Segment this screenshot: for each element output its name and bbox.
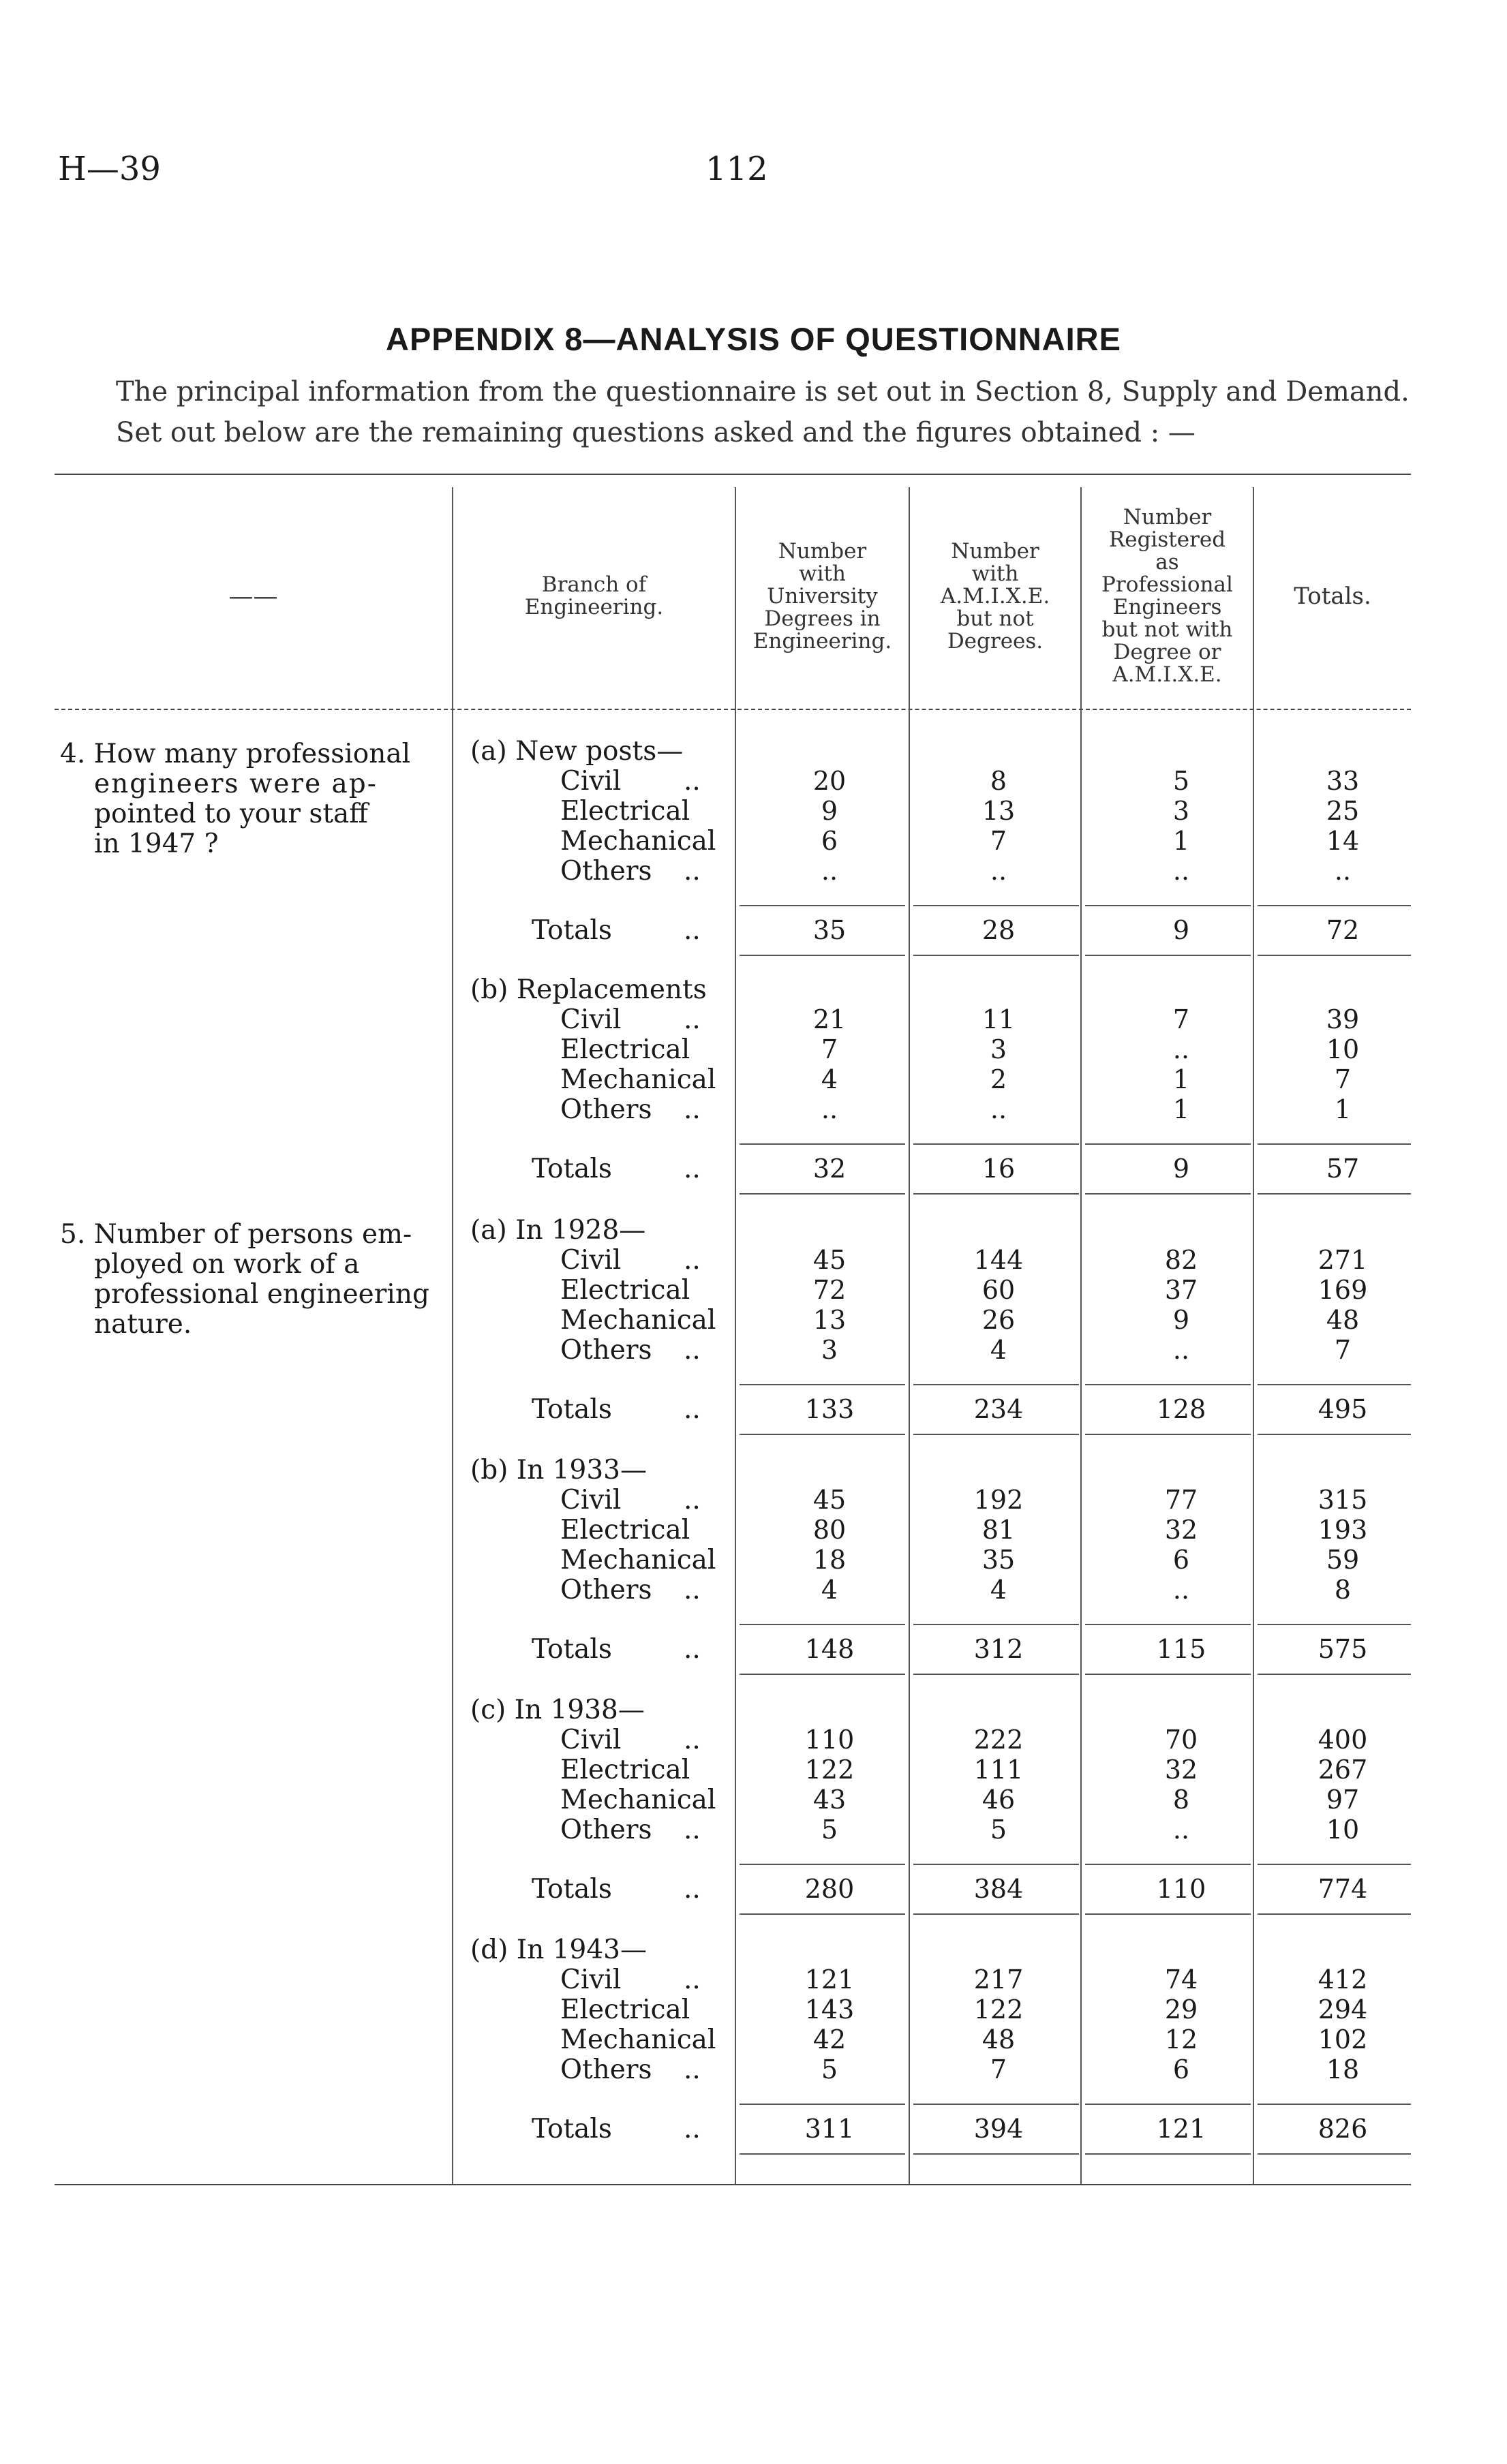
table-cell: 6	[1172, 2054, 1190, 2084]
branch-label: Civil	[560, 1965, 622, 1995]
total-cell: 110	[1156, 1874, 1206, 1904]
table-cell: 4	[990, 1575, 1007, 1605]
table-cell: 2	[990, 1064, 1007, 1094]
section-heading: (a) New posts—	[470, 736, 684, 767]
total-rule	[740, 1193, 905, 1195]
table-cell: 10	[1326, 1815, 1360, 1845]
subtotal-rule	[740, 1384, 905, 1385]
totals-label: Totals	[532, 915, 612, 946]
table-cell: ..	[1172, 1034, 1190, 1064]
table-cell: 7	[990, 826, 1007, 856]
branch-label: Civil	[560, 766, 622, 797]
branch-label: Civil	[560, 1485, 622, 1515]
column-divider	[1080, 487, 1082, 2184]
table-cell: 8	[1172, 1785, 1190, 1815]
leader-dots: ..	[684, 1874, 701, 1905]
total-cell: 16	[981, 1154, 1016, 1184]
table-cell: 80	[812, 1515, 847, 1545]
table-cell: 122	[973, 1995, 1024, 2024]
table-top-rule	[55, 474, 1411, 475]
table-cell: 25	[1326, 796, 1360, 826]
table-cell: 400	[1318, 1725, 1368, 1755]
subtotal-rule	[1258, 1864, 1411, 1865]
branch-label: Mechanical	[560, 826, 716, 857]
total-rule	[740, 955, 905, 956]
table-cell: 144	[973, 1245, 1024, 1275]
total-cell: 394	[973, 2114, 1024, 2144]
total-cell: 35	[812, 915, 847, 945]
total-rule	[740, 2153, 905, 2155]
leader-dots: ..	[684, 1245, 701, 1276]
table-cell: ..	[1172, 1575, 1190, 1605]
subtotal-rule	[1085, 1143, 1251, 1145]
table-cell: 37	[1164, 1275, 1198, 1305]
section-heading: (c) In 1938—	[470, 1695, 645, 1725]
table-cell: 102	[1318, 2024, 1368, 2054]
leader-dots: ..	[684, 2054, 701, 2085]
total-rule	[740, 1674, 905, 1675]
table-cell: 7	[1334, 1335, 1352, 1365]
table-cell: 18	[1326, 2054, 1360, 2084]
table-cell: 74	[1164, 1965, 1198, 1995]
total-cell: 495	[1318, 1394, 1368, 1424]
table-cell: 7	[990, 2054, 1007, 2084]
table-cell: ..	[821, 856, 838, 886]
total-cell: 280	[804, 1874, 855, 1904]
column-divider	[735, 487, 736, 2184]
table-cell: 26	[981, 1305, 1016, 1335]
branch-label: Electrical	[560, 1755, 690, 1785]
leader-dots: ..	[684, 1004, 701, 1035]
table-cell: 412	[1318, 1965, 1368, 1995]
table-cell: ..	[990, 1094, 1007, 1124]
total-cell: 128	[1156, 1394, 1206, 1424]
table-cell: 1	[1172, 826, 1190, 856]
total-rule	[1258, 2153, 1411, 2155]
table-cell: 8	[990, 766, 1007, 796]
branch-label: Electrical	[560, 1034, 690, 1065]
table-cell: 77	[1164, 1485, 1198, 1515]
total-cell: 774	[1318, 1874, 1368, 1904]
table-cell: 3	[821, 1335, 838, 1365]
branch-label: Mechanical	[560, 2024, 716, 2055]
table-cell: 222	[973, 1725, 1024, 1755]
table-cell: 32	[1164, 1515, 1198, 1545]
subtotal-rule	[740, 1864, 905, 1865]
table-cell: 111	[973, 1755, 1024, 1785]
total-rule	[1085, 1434, 1251, 1435]
section-heading: (d) In 1943—	[470, 1935, 647, 1965]
table-cell: 21	[812, 1004, 847, 1034]
subtotal-rule	[913, 1864, 1079, 1865]
university-degrees-column-header: Number with University Degrees in Engineering.	[752, 538, 892, 653]
table-cell: ..	[1172, 856, 1190, 886]
branch-label: Mechanical	[560, 1064, 716, 1095]
totals-label: Totals	[532, 1154, 612, 1184]
subtotal-rule	[1258, 1624, 1411, 1625]
total-rule	[1085, 1193, 1251, 1195]
subtotal-rule	[1085, 1864, 1251, 1865]
subtotal-rule	[913, 905, 1079, 906]
table-cell: 48	[1326, 1305, 1360, 1335]
table-cell: 6	[821, 826, 838, 856]
question-5: 5. Number of persons em- ployed on work of a professional engineering nature.	[60, 1219, 429, 1340]
table-cell: 72	[812, 1275, 847, 1305]
total-rule	[913, 1674, 1079, 1675]
total-rule	[1258, 1434, 1411, 1435]
leader-dots: ..	[684, 1965, 701, 1995]
subtotal-rule	[1085, 1624, 1251, 1625]
branch-label: Others	[560, 1575, 652, 1605]
question-4: 4. How many professional engineers were ap- pointed to your staff in 1947 ?	[60, 739, 411, 859]
table-cell: ..	[1172, 1335, 1190, 1365]
subtotal-rule	[913, 2104, 1079, 2105]
subtotal-rule	[1258, 1143, 1411, 1145]
total-cell: 311	[804, 2114, 855, 2144]
total-cell: 234	[973, 1394, 1024, 1424]
table-cell: 81	[981, 1515, 1016, 1545]
header-bottom-rule	[55, 709, 1411, 710]
total-rule	[913, 1434, 1079, 1435]
table-cell: 271	[1318, 1245, 1368, 1275]
table-cell: 7	[1172, 1004, 1190, 1034]
total-rule	[913, 955, 1079, 956]
total-cell: 575	[1318, 1634, 1368, 1664]
table-cell: 5	[821, 1815, 838, 1845]
branch-label: Electrical	[560, 796, 690, 827]
table-cell: 1	[1334, 1094, 1352, 1124]
page-title: APPENDIX 8—ANALYSIS OF QUESTIONNAIRE	[386, 321, 1121, 357]
total-cell: 28	[981, 915, 1016, 945]
table-cell: 192	[973, 1485, 1024, 1515]
total-cell: 57	[1326, 1154, 1360, 1184]
table-cell: 5	[821, 2054, 838, 2084]
table-cell: 315	[1318, 1485, 1368, 1515]
total-rule	[1085, 1913, 1251, 1915]
subtotal-rule	[740, 1624, 905, 1625]
subtotal-rule	[1085, 2104, 1251, 2105]
section-heading: (a) In 1928—	[470, 1215, 646, 1246]
table-cell: 29	[1164, 1995, 1198, 2024]
branch-label: Electrical	[560, 1275, 690, 1306]
subtotal-rule	[1258, 1384, 1411, 1385]
table-cell: ..	[1172, 1815, 1190, 1845]
amie-column-header: Number with A.M.I.X.E. but not Degrees.	[940, 538, 1050, 653]
total-rule	[740, 1913, 905, 1915]
table-cell: 13	[812, 1305, 847, 1335]
total-rule	[740, 1434, 905, 1435]
leader-dots: ..	[684, 766, 701, 797]
intro-line-1: The principal information from the questionnaire is set out in Section 8, Supply and Demand.	[116, 376, 1410, 407]
branch-label: Civil	[560, 1004, 622, 1035]
table-cell: 4	[821, 1064, 838, 1094]
totals-label: Totals	[532, 1634, 612, 1665]
table-cell: 5	[990, 1815, 1007, 1845]
table-cell: 45	[812, 1245, 847, 1275]
leader-dots: ..	[684, 1154, 701, 1184]
table-cell: 48	[981, 2024, 1016, 2054]
table-cell: 33	[1326, 766, 1360, 796]
page-number: 112	[705, 150, 768, 188]
branch-label: Others	[560, 1815, 652, 1845]
total-cell: 9	[1172, 915, 1190, 945]
column-divider	[909, 487, 910, 2184]
table-cell: 4	[821, 1575, 838, 1605]
table-cell: 13	[981, 796, 1016, 826]
table-cell: 169	[1318, 1275, 1368, 1305]
subtotal-rule	[740, 2104, 905, 2105]
total-cell: 121	[1156, 2114, 1206, 2144]
table-cell: 110	[804, 1725, 855, 1755]
page-code: H—39	[58, 150, 161, 188]
section-heading: (b) In 1933—	[470, 1455, 647, 1485]
table-cell: 14	[1326, 826, 1360, 856]
table-cell: 121	[804, 1965, 855, 1995]
subtotal-rule	[740, 905, 905, 906]
totals-column-header: Totals.	[1294, 582, 1371, 610]
total-cell: 133	[804, 1394, 855, 1424]
table-cell: 45	[812, 1485, 847, 1515]
leader-dots: ..	[684, 1815, 701, 1845]
table-cell: 122	[804, 1755, 855, 1785]
subtotal-rule	[913, 1624, 1079, 1625]
table-cell: 59	[1326, 1545, 1360, 1575]
section-heading: (b) Replacements	[470, 974, 707, 1005]
leader-dots: ..	[684, 1485, 701, 1515]
table-cell: 9	[821, 796, 838, 826]
table-cell: 10	[1326, 1034, 1360, 1064]
total-rule	[1258, 1913, 1411, 1915]
branch-column-header: Branch of Engineering.	[524, 572, 664, 619]
table-cell: ..	[821, 1094, 838, 1124]
table-cell: 97	[1326, 1785, 1360, 1815]
branch-label: Civil	[560, 1245, 622, 1276]
table-cell: 1	[1172, 1094, 1190, 1124]
leader-dots: ..	[684, 856, 701, 887]
leader-dots: ..	[684, 1335, 701, 1366]
table-cell: 20	[812, 766, 847, 796]
table-cell: 3	[990, 1034, 1007, 1064]
table-cell: 4	[990, 1335, 1007, 1365]
table-cell: 143	[804, 1995, 855, 2024]
total-cell: 826	[1318, 2114, 1368, 2144]
subtotal-rule	[740, 1143, 905, 1145]
total-cell: 148	[804, 1634, 855, 1664]
table-cell: 39	[1326, 1004, 1360, 1034]
total-rule	[1258, 1193, 1411, 1195]
leader-dots: ..	[684, 1575, 701, 1605]
branch-label: Electrical	[560, 1995, 690, 2025]
table-cell: 8	[1334, 1575, 1352, 1605]
branch-label: Others	[560, 1335, 652, 1366]
table-cell: 294	[1318, 1995, 1368, 2024]
subtotal-rule	[1085, 905, 1251, 906]
total-rule	[913, 2153, 1079, 2155]
total-rule	[1085, 2153, 1251, 2155]
intro-line-2: Set out below are the remaining questions asked and the figures obtained : —	[116, 417, 1196, 448]
table-cell: 43	[812, 1785, 847, 1815]
table-cell: 3	[1172, 796, 1190, 826]
table-cell: 217	[973, 1965, 1024, 1995]
total-rule	[1085, 955, 1251, 956]
table-cell: 12	[1164, 2024, 1198, 2054]
subtotal-rule	[1085, 1384, 1251, 1385]
total-rule	[913, 1193, 1079, 1195]
branch-label: Mechanical	[560, 1545, 716, 1575]
table-cell: 1	[1172, 1064, 1190, 1094]
total-cell: 9	[1172, 1154, 1190, 1184]
table-cell: 267	[1318, 1755, 1368, 1785]
total-cell: 384	[973, 1874, 1024, 1904]
total-rule	[1258, 1674, 1411, 1675]
total-rule	[913, 1913, 1079, 1915]
totals-label: Totals	[532, 2114, 612, 2144]
column-divider	[1253, 487, 1254, 2184]
table-cell: 82	[1164, 1245, 1198, 1275]
total-rule	[1085, 1674, 1251, 1675]
branch-label: Mechanical	[560, 1305, 716, 1336]
branch-label: Civil	[560, 1725, 622, 1755]
table-cell: 35	[981, 1545, 1016, 1575]
subtotal-rule	[1258, 905, 1411, 906]
leader-dots: ..	[684, 1725, 701, 1755]
total-cell: 32	[812, 1154, 847, 1184]
question-column-header: ——	[228, 582, 278, 611]
total-rule	[1258, 955, 1411, 956]
branch-label: Electrical	[560, 1515, 690, 1545]
total-cell: 72	[1326, 915, 1360, 945]
leader-dots: ..	[684, 915, 701, 946]
branch-label: Others	[560, 2054, 652, 2085]
leader-dots: ..	[684, 2114, 701, 2144]
table-cell: ..	[990, 856, 1007, 886]
table-cell: 18	[812, 1545, 847, 1575]
leader-dots: ..	[684, 1634, 701, 1665]
subtotal-rule	[913, 1384, 1079, 1385]
table-bottom-rule	[55, 2184, 1411, 2185]
table-cell: 11	[981, 1004, 1016, 1034]
column-divider	[452, 487, 453, 2184]
table-cell: 42	[812, 2024, 847, 2054]
total-cell: 115	[1156, 1634, 1206, 1664]
branch-label: Mechanical	[560, 1785, 716, 1815]
totals-label: Totals	[532, 1874, 612, 1905]
totals-label: Totals	[532, 1394, 612, 1425]
branch-label: Others	[560, 856, 652, 887]
leader-dots: ..	[684, 1094, 701, 1125]
table-cell: 70	[1164, 1725, 1198, 1755]
branch-label: Others	[560, 1094, 652, 1125]
table-cell: 193	[1318, 1515, 1368, 1545]
table-cell: 6	[1172, 1545, 1190, 1575]
table-cell: 32	[1164, 1755, 1198, 1785]
total-cell: 312	[973, 1634, 1024, 1664]
table-cell: 46	[981, 1785, 1016, 1815]
table-cell: ..	[1334, 856, 1352, 886]
table-cell: 9	[1172, 1305, 1190, 1335]
subtotal-rule	[1258, 2104, 1411, 2105]
table-cell: 5	[1172, 766, 1190, 796]
table-cell: 60	[981, 1275, 1016, 1305]
subtotal-rule	[913, 1143, 1079, 1145]
registered-column-header: Number Registered as Professional Engineers but not with Degree or A.M.I.X.E.	[1101, 505, 1233, 687]
table-cell: 7	[1334, 1064, 1352, 1094]
table-cell: 7	[821, 1034, 838, 1064]
leader-dots: ..	[684, 1394, 701, 1425]
